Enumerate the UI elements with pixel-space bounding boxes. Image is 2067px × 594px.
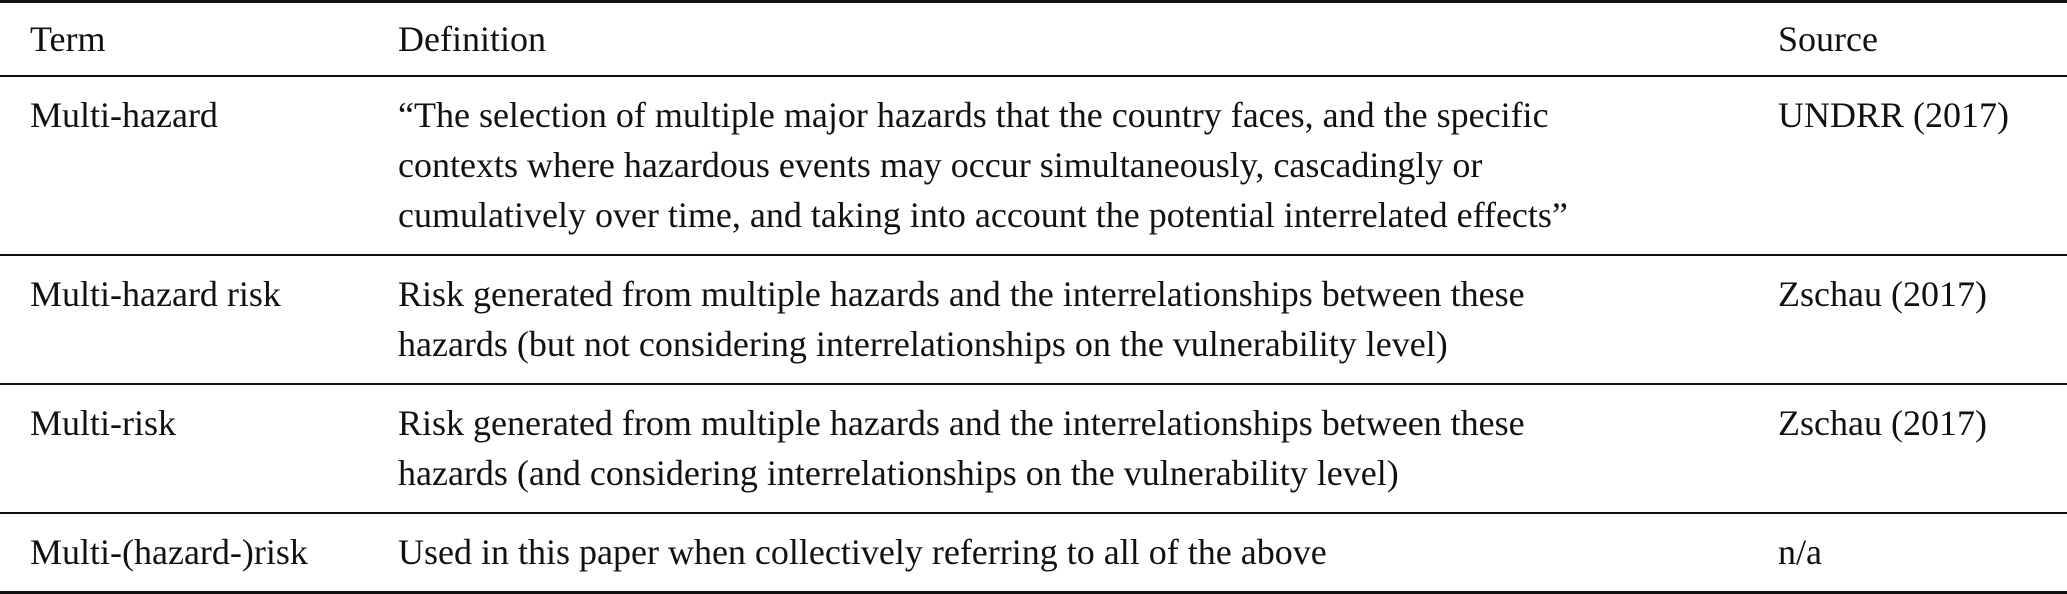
header-row: [0, 2, 2067, 77]
definition-line: contexts where hazardous events may occur simultaneously, cascadingly or: [398, 145, 1483, 185]
definition-cell: [398, 255, 1778, 384]
header-term: Term: [30, 19, 106, 59]
source-cell: n/a: [1778, 532, 1822, 572]
term-cell: Multi-hazard risk: [30, 274, 281, 314]
table-row: [0, 384, 2067, 513]
definition-line: hazards (and considering interrelationships on the vulnerability level): [398, 453, 1399, 493]
term-cell: Multi-(hazard-)risk: [30, 532, 308, 572]
definition-cell: [398, 513, 1778, 593]
definition-line: cumulatively over time, and taking into account the potential interrelated effects”: [398, 195, 1568, 235]
definition-cell: [398, 384, 1778, 513]
table-header: [0, 2, 2067, 77]
definition-cell: [398, 76, 1778, 255]
table-body: [0, 76, 2067, 593]
definition-line: Risk generated from multiple hazards and the interrelationships between these: [398, 403, 1525, 443]
header-source: Source: [1778, 19, 1878, 59]
source-cell: Zschau (2017): [1778, 403, 1987, 443]
definition-line: Risk generated from multiple hazards and the interrelationships between these: [398, 274, 1525, 314]
table-row: [0, 76, 2067, 255]
table-row: [0, 513, 2067, 593]
term-cell: Multi-hazard: [30, 95, 218, 135]
source-cell: Zschau (2017): [1778, 274, 1987, 314]
definition-line: Used in this paper when collectively referring to all of the above: [398, 532, 1327, 572]
definition-line: hazards (but not considering interrelationships on the vulnerability level): [398, 324, 1448, 364]
term-cell: Multi-risk: [30, 403, 177, 443]
source-cell: UNDRR (2017): [1778, 95, 2009, 135]
table-row: [0, 255, 2067, 384]
header-definition: Definition: [398, 19, 546, 59]
definition-line: “The selection of multiple major hazards that the country faces, and the specific: [398, 95, 1549, 135]
